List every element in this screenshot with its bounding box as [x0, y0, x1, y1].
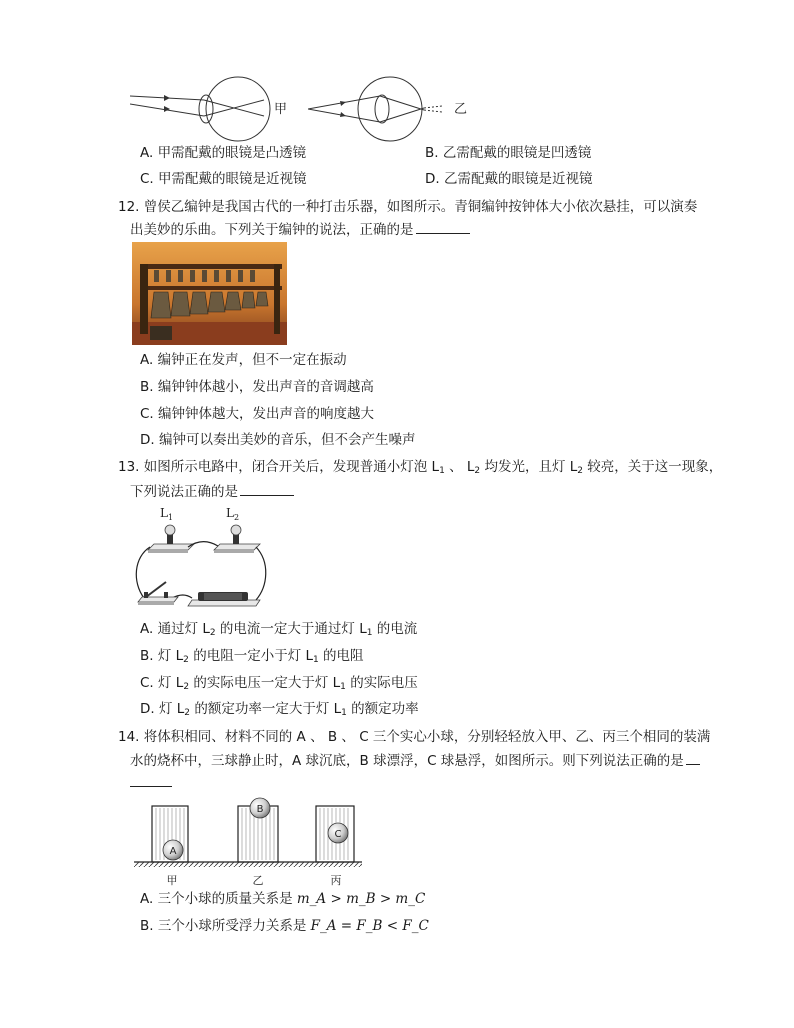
q13-option-b: B. 灯 $L_2$ 的电阻一定小于灯 $L_1$ 的电阻	[140, 648, 364, 665]
q14-option-a: A. 三个小球的质量关系是 m_A > m_B > m_C	[140, 891, 426, 907]
q13-option-c: C. 灯 $L_2$ 的实际电压一定大于灯 $L_1$ 的实际电压	[140, 675, 418, 692]
svg-text:L: L	[226, 506, 234, 520]
ball-b-label: B	[256, 804, 264, 815]
svg-text:L: L	[160, 506, 168, 520]
q13-option-d: D. 灯 $L_2$ 的额定功率一定大于灯 $L_1$ 的额定功率	[140, 701, 419, 718]
svg-text:2: 2	[234, 513, 240, 522]
q13-stem-line1: 13. 如图所示电路中，闭合开关后，发现普通小灯泡 $L_1$ 、 $L_2$ 均发光，且灯 $L_2$ 较亮，关于这一现象，	[118, 459, 723, 476]
q14-option-b: B. 三个小球所受浮力关系是 F_A = F_B < F_C	[140, 918, 429, 934]
q12-option-b: B. 编钟钟体越小，发出声音的音调越高	[140, 379, 374, 395]
label-jia: 甲	[274, 102, 288, 117]
q12-option-a: A. 编钟正在发声，但不一定在振动	[140, 352, 347, 368]
mass-relation: m_A > m_B > m_C	[296, 891, 426, 907]
q12-stem-line1: 12. 曾侯乙编钟是我国古代的一种打击乐器，如图所示。青铜编钟按钟体大小依次悬挂，可以演奏	[118, 199, 698, 215]
q12-option-c: C. 编钟钟体越大，发出声音的响度越大	[140, 406, 375, 422]
q11-option-d: D. 乙需配戴的眼镜是近视镜	[425, 171, 593, 187]
eye-diagram-jia	[130, 76, 300, 146]
q13-option-a: A. 通过灯 $L_2$ 的电流一定大于通过灯 $L_1$ 的电流	[140, 621, 418, 638]
label-yi: 乙	[454, 102, 468, 117]
bianzhong-photo	[132, 242, 287, 345]
svg-text:1: 1	[168, 513, 174, 522]
eye-diagram-yi	[308, 76, 478, 146]
answer-blank	[416, 219, 470, 234]
q12-stem-line2: 出美妙的乐曲。下列关于编钟的说法，正确的是	[130, 219, 470, 240]
q14-stem-line1: 14. 将体积相同、材料不同的 A 、 B 、 C 三个实心小球，分别轻轻放入甲、乙、丙三个相同的装满	[118, 729, 711, 745]
q14-stem-line2: 水的烧杯中，三球静止时，A 球沉底，B 球漂浮，C 球悬浮，如图所示。则下列说法正确的是	[130, 750, 700, 771]
cup-label-jia: 甲	[166, 874, 178, 887]
q11-option-a: A. 甲需配戴的眼镜是凸透镜	[140, 145, 307, 161]
q11-option-c: C. 甲需配戴的眼镜是近视镜	[140, 171, 307, 187]
q12-option-d: D. 编钟可以奏出美妙的音乐，但不会产生噪声	[140, 432, 416, 448]
cup-label-bing: 丙	[330, 874, 342, 887]
ball-a-label: A	[169, 846, 177, 857]
circuit-diagram	[130, 502, 280, 610]
buoyancy-relation: F_A = F_B < F_C	[310, 918, 429, 934]
answer-blank	[686, 750, 700, 765]
ball-c-label: C	[334, 829, 342, 840]
cup-label-yi: 乙	[252, 874, 264, 887]
q13-stem-line2: 下列说法正确的是	[130, 481, 294, 502]
q11-option-b: B. 乙需配戴的眼镜是凹透镜	[425, 145, 592, 161]
answer-blank	[240, 481, 294, 496]
answer-blank-continued	[130, 786, 172, 787]
beakers-diagram	[130, 796, 366, 888]
